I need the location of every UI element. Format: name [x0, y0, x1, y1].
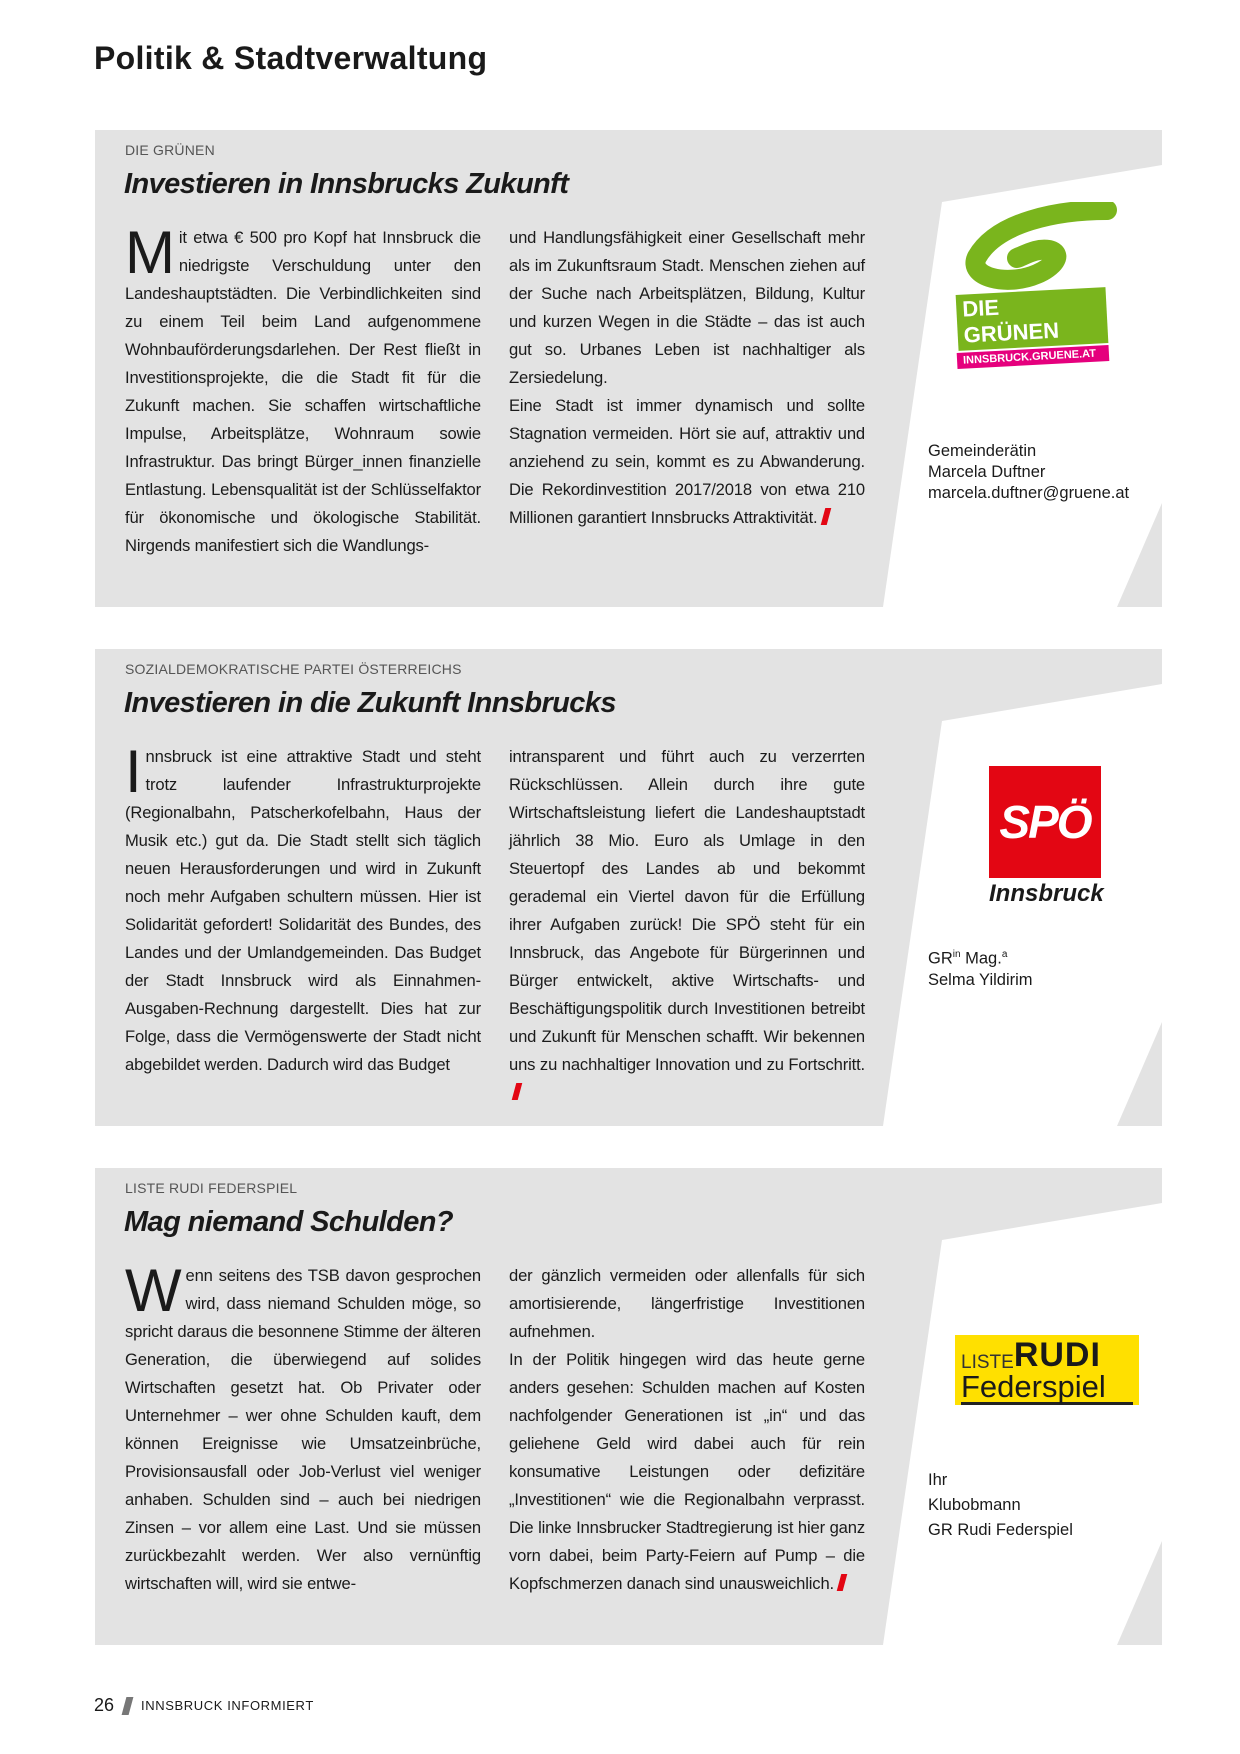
- gruene-g-icon: [957, 202, 1117, 290]
- logo-federspiel: Federspiel: [961, 1372, 1133, 1405]
- author-name: Selma Yildirim: [928, 970, 1033, 989]
- page-title: Politik & Stadtverwaltung: [94, 40, 488, 76]
- author-name: GR Rudi Federspiel: [928, 1521, 1073, 1539]
- author-credit: [928, 944, 1033, 991]
- gruene-wordmark: DIE GRÜNEN: [956, 287, 1109, 351]
- paragraph: [509, 1346, 865, 1598]
- article-headline: Mag niemand Schulden?: [124, 1206, 453, 1238]
- end-mark-icon: [512, 1083, 523, 1100]
- sign-off: Ihr: [928, 1471, 948, 1489]
- article-column-1: [125, 1257, 481, 1598]
- gruene-logo: [957, 202, 1117, 365]
- paragraph: [509, 743, 865, 1107]
- paragraph: der gänzlich vermeiden oder allenfalls für sich amortisierende, längerfristige Investitionen aufnehmen.: [509, 1266, 865, 1341]
- author-email[interactable]: marcela.duftner@gruene.at: [928, 484, 1130, 502]
- end-mark-icon: [820, 508, 831, 525]
- drop-cap: M: [125, 219, 175, 286]
- spoe-wordmark: SPÖ: [989, 766, 1101, 878]
- paragraph: und Handlungsfähigkeit einer Gesellschaft mehr als im Zukunftsraum Stadt. Menschen ziehen auf der Suche nach Arbeitsplätzen, Bildung, Kultur und kurzen Wegen in die Städte – das ist auch gut so. Urbanes Leben ist nachhaltiger als Zersiedelung.: [509, 228, 865, 387]
- author-name: Marcela Duftner: [928, 463, 1046, 481]
- paragraph-text: Eine Stadt ist immer dynamisch und sollte Stagnation vermeiden. Hört sie auf, attraktiv und anziehend zu sein, kommt es zu Abwanderung. Die Rekordinvestition 2017/2018 von etwa 210 Millionen garantiert Innsbrucks Attraktivität.: [509, 396, 865, 527]
- paragraph-text: intransparent und führt auch zu verzerrten Rückschlüssen. Allein durch ihre gute Wirtschaftsleistung liefert die Landeshauptstadt jährlich 38 Mio. Euro als Umlage in den Steuertopf des Landes ab und bekommt gerademal ein Viertel davon für die Erfüllung ihrer Aufgaben zurück! Die SPÖ steht für ein Innsbruck, das Angebote für Bürgerinnen und Bürger entwickelt, aktive Wirtschafts- und Beschäftigungspolitik durch Investitionen betreibt und Zukunft für Menschen schafft. Wir bekennen uns zu nachhaltiger Innovation und zu Fortschritt.: [509, 747, 865, 1074]
- party-label: LISTE RUDI FEDERSPIEL: [125, 1180, 298, 1196]
- paragraph-text: In der Politik hingegen wird das heute gerne anders gesehen: Schulden machen auf Kosten nachfolgender Generationen ist „in“ und das geliehene Geld wird dabei auch für rein konsumative Leistungen oder defizitäre „Investitionen“ wie die Regionalbahn verprasst. Die linke Innsbrucker Stadtregierung ist hier ganz vorn dabei, beim Party-Feiern auf Pump – die Kopfschmerzen danach sind unausweichlich.: [509, 1350, 865, 1593]
- title-part: Mag.: [960, 949, 1002, 968]
- gruene-url: INNSBRUCK.GRUENE.AT: [957, 345, 1110, 369]
- article-column-1: [125, 738, 481, 1079]
- spoe-logo: [989, 766, 1104, 908]
- title-part: GR: [928, 949, 953, 968]
- author-title: [928, 944, 1033, 970]
- party-label: DIE GRÜNEN: [125, 142, 215, 158]
- spoe-city: Innsbruck: [989, 880, 1104, 907]
- paragraph: [509, 392, 865, 532]
- end-mark-icon: [837, 1574, 848, 1591]
- drop-cap: I: [125, 738, 142, 805]
- article-column-2: [509, 224, 865, 532]
- article-gruene: [95, 130, 1162, 607]
- party-label: SOZIALDEMOKRATISCHE PARTEI ÖSTERREICHS: [125, 661, 462, 677]
- liste-rudi-logo: [955, 1335, 1139, 1405]
- publication-name: INNSBRUCK INFORMIERT: [141, 1698, 314, 1713]
- slash-icon: [122, 1697, 134, 1715]
- column-text: enn seitens des TSB davon gesprochen wird, dass niemand Schulden möge, so spricht daraus die besonnene Stimme der älteren Generation, die überwiegend auf solides Wirtschaften gesetzt hat. Ob Privater oder Unternehmer – wer ohne Schulden kauft, dem können Ereignisse wie Umsatzeinbrüche, Provisionsausfall oder Job-Verlust viel weniger anhaben. Schulden sind – auch bei niedrigen Zinsen – vor allem eine Last. Und sie müssen zurückbezahlt werden. Wer also vernünftig wirtschaften will, wird sie entwe-: [125, 1266, 481, 1593]
- article-column-2: [509, 1262, 865, 1598]
- column-text: it etwa € 500 pro Kopf hat Innsbruck die niedrigste Verschuldung unter den Landeshauptstädten. Die Verbindlichkeiten sind zu einem Teil beim Land aufgenommene Wohnbauförderungsdarlehen. Der Rest fließt in Investitionsprojekte, die die Stadt fit für die Zukunft machen. Sie schaffen wirtschaftliche Impulse, Arbeitsplätze, Wohnraum sowie Infrastruktur. Das bringt Bürger_innen finanzielle Entlastung. Lebensqualität ist der Schlüsselfaktor für ökonomische und ökologische Stabilität. Nirgends manifestiert sich die Wandlungs-: [125, 228, 481, 555]
- logo-rudi: RUDI: [1013, 1336, 1101, 1374]
- article-column-1: [125, 219, 481, 560]
- author-credit: [928, 441, 1129, 504]
- title-sup: a: [1001, 949, 1008, 960]
- drop-cap: W: [125, 1257, 182, 1324]
- article-headline: Investieren in die Zukunft Innsbrucks: [124, 687, 616, 719]
- author-role: Gemeinderätin: [928, 442, 1037, 460]
- author-credit: [928, 1468, 1073, 1543]
- title-sup: in: [952, 949, 961, 960]
- column-text: nnsbruck ist eine attraktive Stadt und steht trotz laufender Infrastrukturprojekte (Regionalbahn, Patscherkofelbahn, Haus der Musik etc.) gut da. Die Stadt stellt sich täglich neuen Herausforderungen und wird in Zukunft noch mehr Aufgaben schultern müssen. Hier ist Solidarität gefordert! Solidarität des Bundes, des Landes und der Umlandgemeinden. Das Budget der Stadt Innsbruck wird als Einnahmen-Ausgaben-Rechnung dargestellt. Dies hat zur Folge, dass die Vermögenswerte der Stadt nicht abgebildet werden. Dadurch wird das Budget: [125, 747, 481, 1074]
- article-spoe: [95, 649, 1162, 1126]
- page-footer: [94, 1695, 314, 1716]
- author-role: Klubobmann: [928, 1496, 1021, 1514]
- article-column-2: [509, 743, 865, 1107]
- article-headline: Investieren in Innsbrucks Zukunft: [124, 168, 569, 200]
- article-liste-rudi-federspiel: [95, 1168, 1162, 1645]
- page-number: 26: [94, 1695, 115, 1715]
- logo-liste: LISTE: [961, 1352, 1014, 1373]
